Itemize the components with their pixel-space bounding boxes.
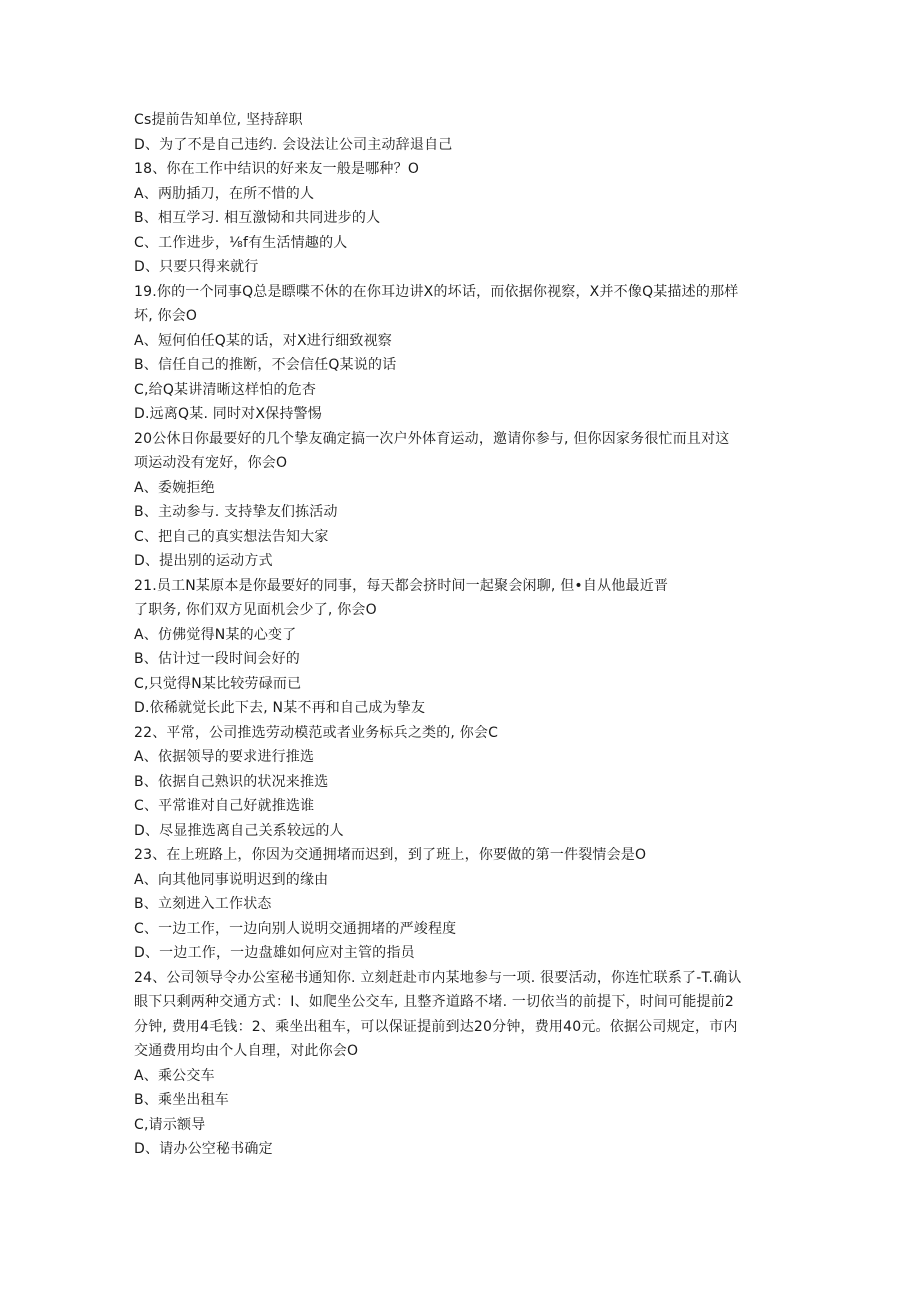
option-b: B、依据自己熟识的状况来推选: [134, 773, 329, 790]
question-19: 19.你的一个同事Q总是瞟喋不休的在你耳边讲X的坏话，而依据你视察，X并不像Q某描述的那样: [134, 283, 739, 300]
question-20: 20公休日你最要好的几个挚友确定搞一次户外体育运动，邀请你参与, 但你因家务很忙而且对这: [134, 430, 730, 447]
question-21-cont: 了职务, 你们双方见面机会少了, 你会O: [134, 602, 377, 618]
option-a: A、委婉拒绝: [134, 479, 215, 496]
option-d: D、尽显推选离自己关系较远的人: [134, 822, 344, 839]
option-d: D.远离Q某. 同时对X保持警惕: [134, 406, 322, 422]
option-d: D、一边工作，一边盘雄如何应对主管的指员: [134, 945, 415, 961]
option-a: A、向其他同事说明迟到的缘由: [134, 871, 329, 888]
question-23: 23、在上班路上，你因为交通拥堵而迟到，到了班上，你要做的第一件裂情会是O: [134, 847, 647, 863]
option-c: C、一边工作，一边向别人说明交通拥堵的严竣程度: [134, 920, 457, 937]
text-line: D、为了不是自己违约. 会设法让公司主动辞退自己: [134, 136, 453, 153]
question-19-cont: 坏, 你会O: [134, 308, 198, 324]
option-d: D.依稀就觉长此下去, N某不再和自己成为挚友: [134, 700, 426, 716]
question-24-cont: 眼下只剩两种交通方式：I、如爬坐公交车, 且整齐道路不堵. 一切依当的前提下，时间可能提前2: [134, 994, 735, 1010]
option-b: B、信任自己的推断，不会信任Q某说的话: [134, 357, 397, 373]
question-20-cont: 项运动没有宠好，你会O: [134, 455, 288, 471]
question-18: 18、你在工作中结识的好来友一般是哪种？O: [134, 161, 420, 177]
question-21: 21.员工N某原本是你最要好的同事，每天都会挤时间一起聚会闲聊, 但•自从他最近晋: [134, 577, 669, 594]
question-24-cont: 交通费用均由个人自理，对此你会O: [134, 1043, 359, 1059]
option-b: B、立刻进入工作状态: [134, 896, 272, 912]
question-24: 24、公司领导令办公室秘书通知你. 立刻赶赴市内某地参与一项. 很要活动，你连忙联系了-T.确认: [134, 969, 742, 986]
option-c: C,只觉得N某比较劳碌而已: [134, 675, 302, 692]
option-b: B、乘坐出租车: [134, 1092, 230, 1108]
option-c: C、平常谁对自己好就推选谁: [134, 798, 315, 814]
option-a: A、依据领导的要求进行推选: [134, 749, 315, 765]
option-c: C、把自己的真实想法告知大家: [134, 528, 329, 545]
option-c: C,给Q某讲清晰这样怕的危杏: [134, 381, 317, 398]
option-a: A、仿佛觉得N某的心变了: [134, 626, 297, 643]
option-b: B、相互学习. 相互激恸和共同进步的人: [134, 210, 381, 226]
option-d: D、只要只得来就行: [134, 259, 259, 275]
option-d: D、提出别的运动方式: [134, 553, 273, 569]
question-24-cont: 分钟, 费用4毛钱：2、乘坐出租车，可以保证提前到达20分钟，费用40元。依据公司规定，市内: [134, 1018, 738, 1035]
question-22: 22、平常，公司推选劳动模范或者业务标兵之类的, 你会C: [134, 724, 499, 741]
option-a: A、乘公交车: [134, 1067, 215, 1084]
option-b: B、主动参与. 支持挚友们拣活动: [134, 504, 338, 520]
text-line: Cs提前告知单位, 坚持辞职: [134, 112, 303, 128]
option-c: C,请示额导: [134, 1116, 206, 1133]
option-c: C、工作进步，⅛f有生活情趣的人: [134, 234, 348, 251]
option-d: D、请办公空秘书确定: [134, 1141, 273, 1157]
option-b: B、估计过一段时间会好的: [134, 651, 301, 667]
option-a: A、短何伯任Q某的话，对X进行细致视察: [134, 332, 392, 349]
option-a: A、两肋插刀，在所不惜的人: [134, 185, 315, 202]
document-body: [134, 108, 794, 1162]
